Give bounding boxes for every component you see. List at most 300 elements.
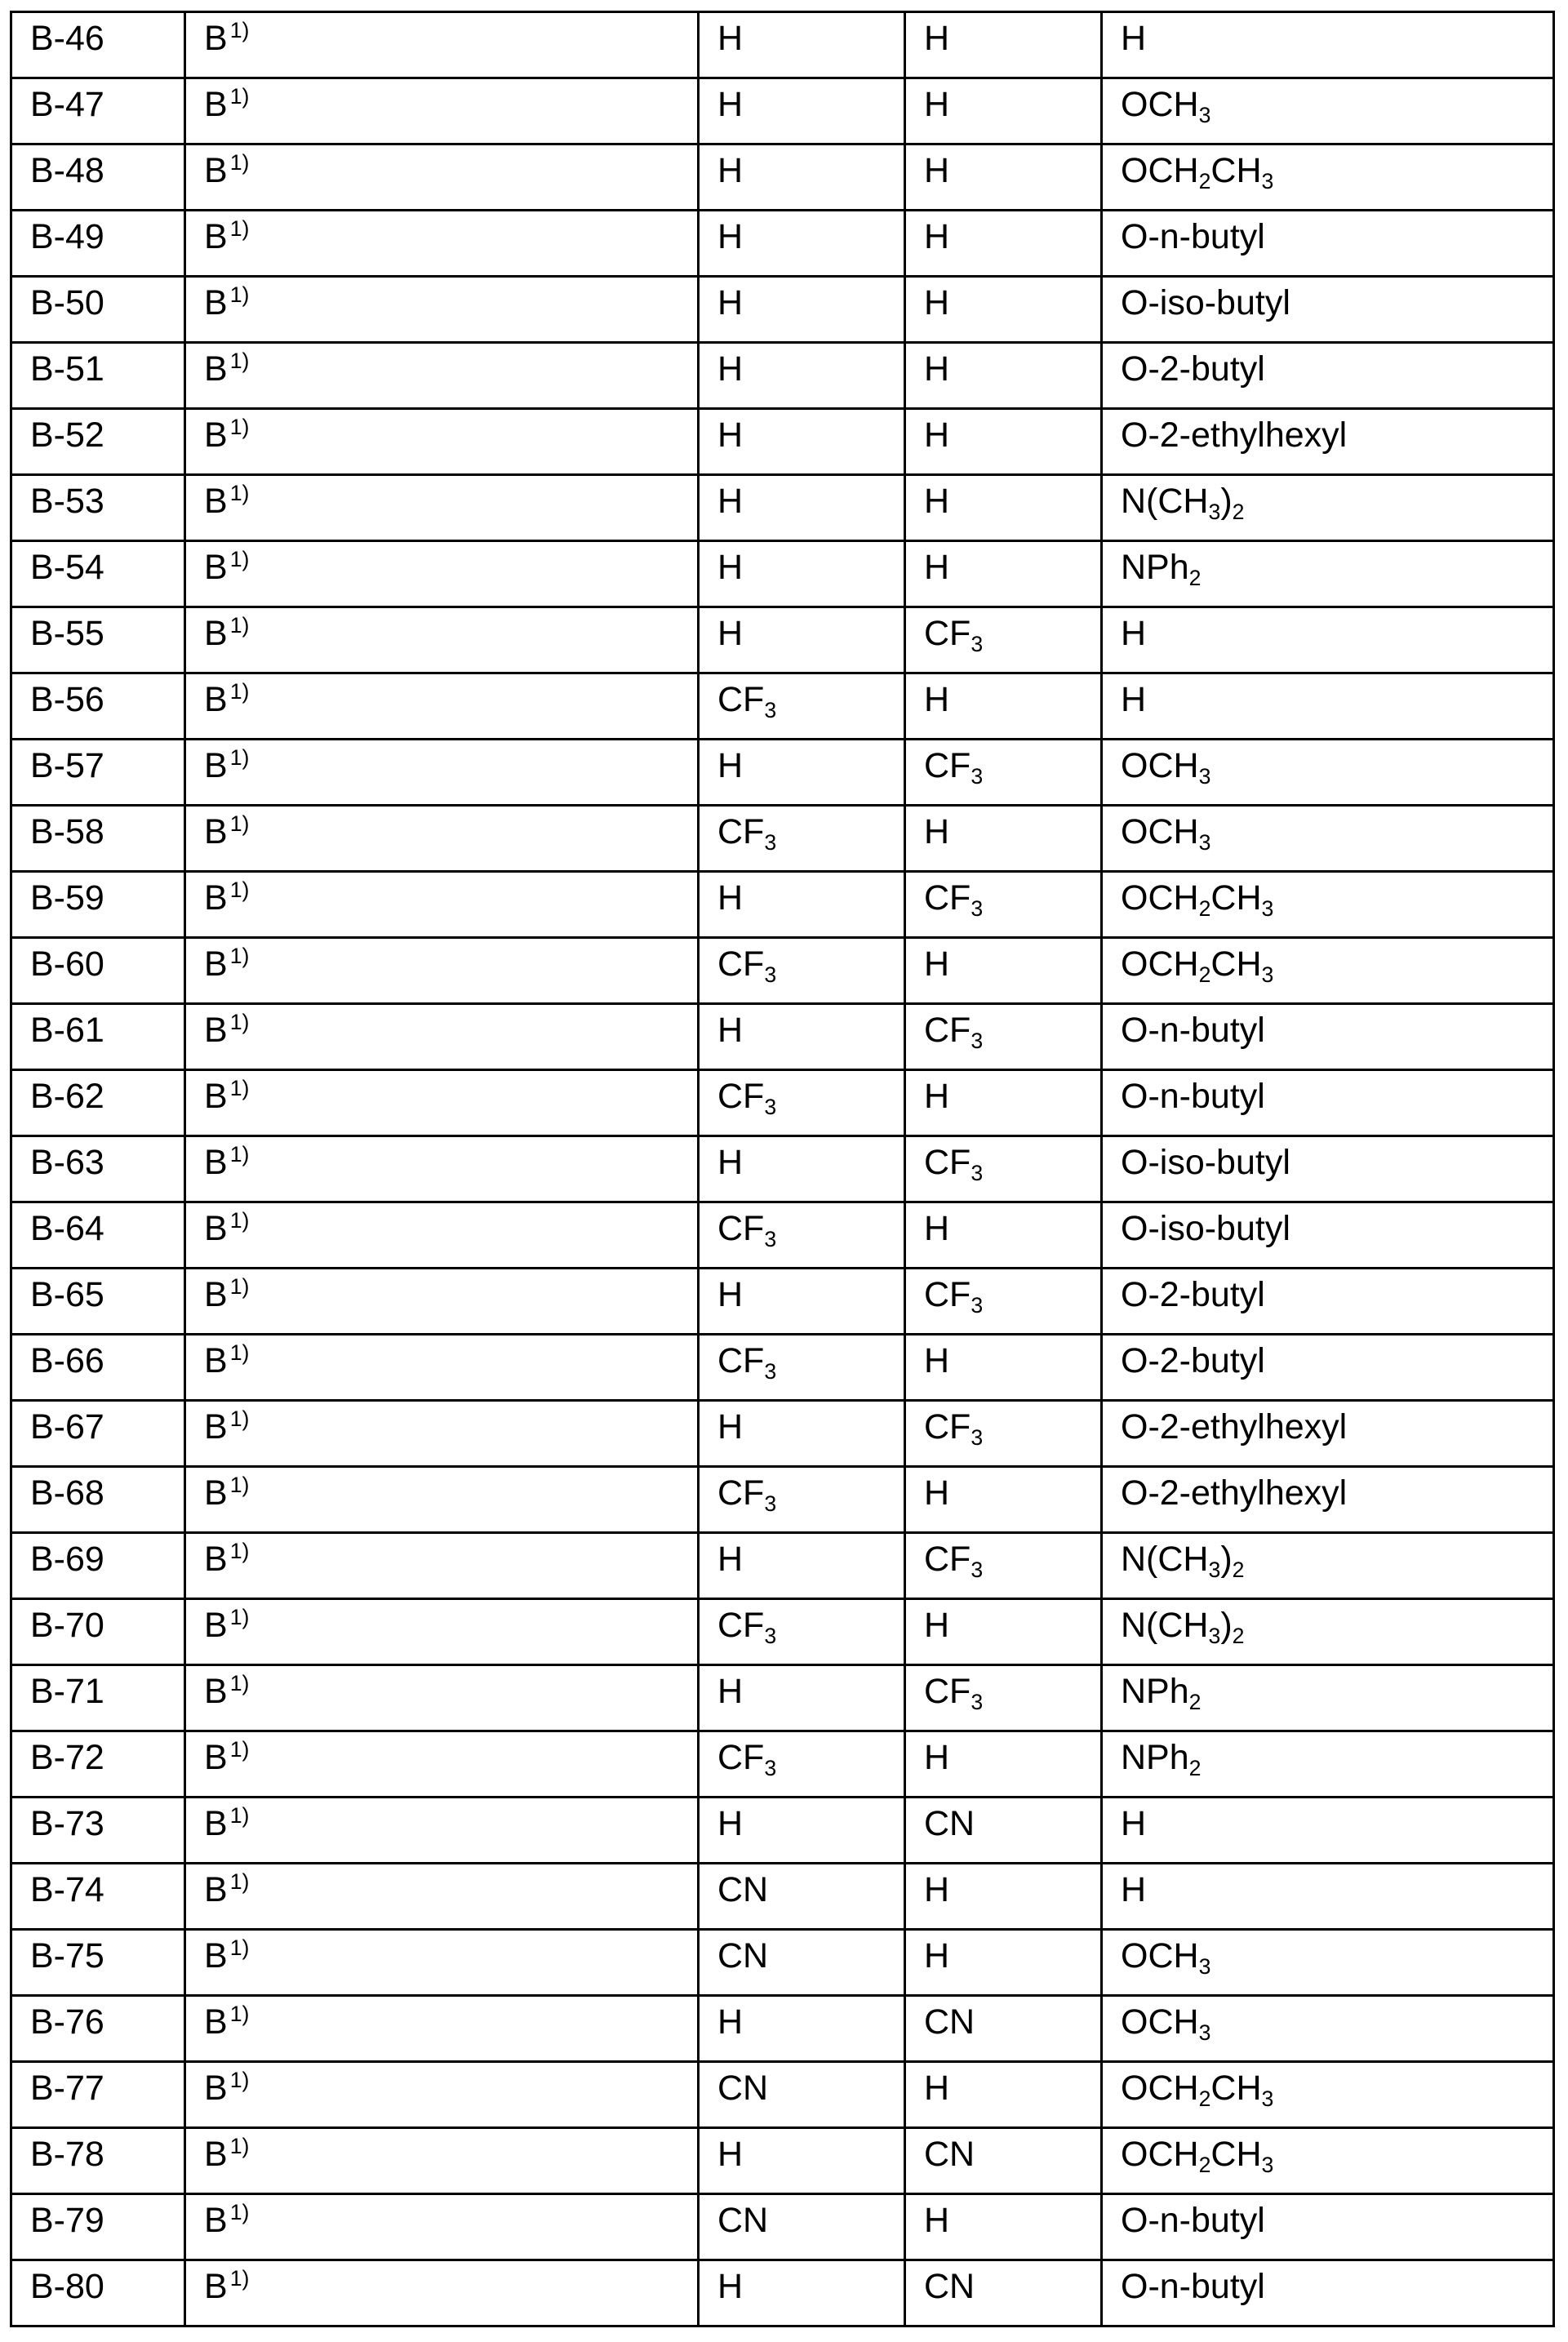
b-cell	[185, 607, 699, 673]
r3-value: NPh$_2$	[1121, 548, 1202, 590]
r3-value: H	[1121, 614, 1147, 653]
compound-id: B-51	[30, 349, 104, 389]
r3-cell	[1102, 144, 1554, 211]
r1-value: H	[717, 2267, 744, 2306]
r3-cell	[1102, 1798, 1554, 1864]
r2-cell	[905, 144, 1102, 211]
b-value: B $^{1)}$	[204, 1340, 250, 1380]
compound-id-cell	[11, 211, 185, 277]
r1-cell	[699, 1930, 905, 1996]
compound-id-cell	[11, 872, 185, 938]
b-value: B $^{1)}$	[204, 1803, 250, 1843]
footnote-marker: 1)	[229, 1010, 250, 1035]
table-row	[11, 1798, 1554, 1864]
table-row	[11, 2194, 1554, 2260]
compound-id-cell	[11, 2194, 185, 2260]
compound-id: B-47	[30, 85, 104, 124]
r1-cell	[699, 1335, 905, 1401]
compound-id-cell	[11, 740, 185, 806]
r2-value: H	[924, 1936, 950, 1975]
r3-cell	[1102, 1996, 1554, 2062]
b-cell	[185, 1467, 699, 1533]
r1-value: H	[717, 548, 744, 587]
r1-value: H	[717, 1804, 744, 1843]
b-cell	[185, 1930, 699, 1996]
r3-value: $N(CH_3)_2$	[1121, 1540, 1245, 1582]
compound-id: B-74	[30, 1870, 104, 1909]
compound-id: B-72	[30, 1738, 104, 1777]
table-row	[11, 1136, 1554, 1202]
b-value: B $^{1)}$	[204, 1142, 250, 1182]
r1-cell	[699, 806, 905, 872]
table-row	[11, 277, 1554, 343]
r1-value: H	[717, 2135, 744, 2174]
footnote-marker: 1)	[229, 613, 250, 638]
b-value: B $^{1)}$	[204, 18, 250, 58]
footnote-marker: 1)	[229, 150, 250, 176]
b-value: B $^{1)}$	[204, 415, 250, 455]
r3-cell	[1102, 1731, 1554, 1798]
footnote-marker: 1)	[229, 1671, 250, 1696]
footnote-marker: 1)	[229, 2002, 250, 2027]
r1-cell	[699, 2062, 905, 2128]
r1-cell	[699, 740, 905, 806]
footnote-marker: 1)	[229, 415, 250, 440]
r1-value: $CF_3$	[717, 1341, 777, 1384]
footnote-marker: 1)	[229, 2068, 250, 2093]
compound-id: B-69	[30, 1540, 104, 1579]
footnote-marker: 1)	[229, 349, 250, 374]
r2-value: H	[924, 482, 950, 521]
b-value: B $^{1)}$	[204, 745, 250, 785]
compound-id-cell	[11, 806, 185, 872]
compound-id-cell	[11, 1202, 185, 1269]
r2-value: $CF_3$	[924, 1143, 984, 1185]
compound-id: B-59	[30, 878, 104, 918]
r2-cell	[905, 607, 1102, 673]
footnote-marker: 1)	[229, 1869, 250, 1895]
r2-value: CN	[924, 2002, 975, 2042]
r3-value: $OCH_2CH_3$	[1121, 151, 1274, 193]
r2-value: $CF_3$	[924, 1407, 984, 1450]
compound-id: B-57	[30, 746, 104, 785]
r2-cell	[905, 1004, 1102, 1070]
b-value: B $^{1)}$	[204, 216, 250, 256]
r2-cell	[905, 1335, 1102, 1401]
compound-id: B-76	[30, 2002, 104, 2042]
r2-value: H	[924, 944, 950, 984]
b-value: B $^{1)}$	[204, 2068, 250, 2108]
compound-id: B-61	[30, 1011, 104, 1050]
r3-cell	[1102, 343, 1554, 409]
r3-cell	[1102, 1930, 1554, 1996]
compound-id-cell	[11, 673, 185, 740]
r1-value: $CF_3$	[717, 1738, 777, 1780]
r2-value: H	[924, 1870, 950, 1909]
r1-cell	[699, 1665, 905, 1731]
table-row	[11, 1004, 1554, 1070]
r2-value: H	[924, 349, 950, 389]
r3-value: O-n-butyl	[1121, 1077, 1265, 1116]
r1-value: CN	[717, 1870, 769, 1909]
r2-value: H	[924, 1209, 950, 1248]
r1-value: H	[717, 19, 744, 58]
r1-value: H	[717, 151, 744, 190]
b-value: B $^{1)}$	[204, 349, 250, 389]
r2-value: H	[924, 151, 950, 190]
r2-cell	[905, 277, 1102, 343]
r2-cell	[905, 1665, 1102, 1731]
compound-id: B-46	[30, 19, 104, 58]
compound-id-cell	[11, 1269, 185, 1335]
footnote-marker: 1)	[229, 944, 250, 969]
compound-id: B-78	[30, 2135, 104, 2174]
r3-value: O-2-ethylhexyl	[1121, 416, 1348, 455]
r1-value: H	[717, 878, 744, 918]
compound-id-cell	[11, 2260, 185, 2326]
footnote-marker: 1)	[229, 1142, 250, 1167]
b-cell	[185, 938, 699, 1004]
footnote-marker: 1)	[229, 1803, 250, 1829]
footnote-marker: 1)	[229, 2134, 250, 2159]
r2-value: H	[924, 283, 950, 322]
footnote-marker: 1)	[229, 745, 250, 771]
r3-value: $OCH_2CH_3$	[1121, 878, 1274, 921]
compound-id-cell	[11, 2062, 185, 2128]
compound-id: B-79	[30, 2201, 104, 2240]
r1-value: H	[717, 416, 744, 455]
r3-cell	[1102, 541, 1554, 607]
r3-cell	[1102, 12, 1554, 78]
r1-value: $CF_3$	[717, 1473, 777, 1516]
footnote-marker: 1)	[229, 2266, 250, 2291]
table-row	[11, 211, 1554, 277]
compound-id-cell	[11, 2128, 185, 2194]
compound-id: B-71	[30, 1672, 104, 1711]
r3-cell	[1102, 1335, 1554, 1401]
compound-id: B-70	[30, 1606, 104, 1645]
r1-cell	[699, 1070, 905, 1136]
r1-value: $CF_3$	[717, 680, 777, 722]
r1-value: H	[717, 1540, 744, 1579]
compound-id-cell	[11, 78, 185, 144]
r2-cell	[905, 2128, 1102, 2194]
table-row	[11, 1335, 1554, 1401]
r1-cell	[699, 409, 905, 475]
b-cell	[185, 673, 699, 740]
compound-id-cell	[11, 144, 185, 211]
r3-cell	[1102, 607, 1554, 673]
b-cell	[185, 343, 699, 409]
b-cell	[185, 1136, 699, 1202]
b-value: B $^{1)}$	[204, 1539, 250, 1579]
r3-value: $OCH_3$	[1121, 85, 1211, 127]
b-value: B $^{1)}$	[204, 613, 250, 653]
b-cell	[185, 144, 699, 211]
r3-cell	[1102, 1599, 1554, 1665]
compound-id: B-67	[30, 1407, 104, 1447]
r3-cell	[1102, 2194, 1554, 2260]
r3-cell	[1102, 1864, 1554, 1930]
b-cell	[185, 409, 699, 475]
b-cell	[185, 211, 699, 277]
compound-id-cell	[11, 475, 185, 541]
b-cell	[185, 2194, 699, 2260]
table-row	[11, 1269, 1554, 1335]
r1-cell	[699, 1731, 905, 1798]
compound-id: B-48	[30, 151, 104, 190]
r3-cell	[1102, 1533, 1554, 1599]
compound-id-cell	[11, 1467, 185, 1533]
r1-cell	[699, 673, 905, 740]
r3-value: $N(CH_3)_2$	[1121, 1606, 1245, 1648]
table-row	[11, 1864, 1554, 1930]
compound-id: B-64	[30, 1209, 104, 1248]
b-cell	[185, 1401, 699, 1467]
r1-value: H	[717, 1275, 744, 1314]
r3-value: O-iso-butyl	[1121, 1143, 1290, 1182]
r3-value: O-n-butyl	[1121, 1011, 1265, 1050]
b-cell	[185, 1202, 699, 1269]
r2-value: H	[924, 1606, 950, 1645]
b-value: B $^{1)}$	[204, 282, 250, 322]
r3-value: $N(CH_3)_2$	[1121, 482, 1245, 524]
compound-id: B-55	[30, 614, 104, 653]
r3-value: O-n-butyl	[1121, 217, 1265, 256]
b-cell	[185, 1798, 699, 1864]
r2-value: $CF_3$	[924, 1540, 984, 1582]
r2-value: H	[924, 1738, 950, 1777]
r2-cell	[905, 806, 1102, 872]
b-cell	[185, 475, 699, 541]
table-row	[11, 1665, 1554, 1731]
compound-id: B-50	[30, 283, 104, 322]
r1-value: $CF_3$	[717, 1077, 777, 1119]
compound-id: B-56	[30, 680, 104, 719]
r1-cell	[699, 2260, 905, 2326]
r3-cell	[1102, 1136, 1554, 1202]
r2-value: $CF_3$	[924, 746, 984, 789]
r1-value: H	[717, 2002, 744, 2042]
compound-id: B-75	[30, 1936, 104, 1975]
r1-cell	[699, 78, 905, 144]
r1-value: H	[717, 614, 744, 653]
table-row	[11, 144, 1554, 211]
compound-id: B-60	[30, 944, 104, 984]
r3-value: NPh$_2$	[1121, 1672, 1202, 1714]
b-cell	[185, 1004, 699, 1070]
r2-cell	[905, 1930, 1102, 1996]
r3-cell	[1102, 673, 1554, 740]
r2-value: CN	[924, 2135, 975, 2174]
r3-cell	[1102, 2260, 1554, 2326]
r3-cell	[1102, 277, 1554, 343]
r2-cell	[905, 541, 1102, 607]
compound-id-cell	[11, 1533, 185, 1599]
b-cell	[185, 12, 699, 78]
r2-cell	[905, 872, 1102, 938]
compound-id: B-66	[30, 1341, 104, 1380]
r3-value: H	[1121, 1804, 1147, 1843]
b-value: B $^{1)}$	[204, 944, 250, 984]
r3-cell	[1102, 78, 1554, 144]
compound-id: B-58	[30, 812, 104, 851]
b-value: B $^{1)}$	[204, 2134, 250, 2174]
r3-cell	[1102, 2062, 1554, 2128]
r1-cell	[699, 1798, 905, 1864]
table-row	[11, 673, 1554, 740]
r1-value: H	[717, 1143, 744, 1182]
r1-value: CN	[717, 2201, 769, 2240]
r3-value: O-2-butyl	[1121, 1275, 1265, 1314]
b-cell	[185, 78, 699, 144]
r2-value: CN	[924, 1804, 975, 1843]
footnote-marker: 1)	[229, 18, 250, 43]
r2-cell	[905, 1202, 1102, 1269]
r1-cell	[699, 1599, 905, 1665]
r1-cell	[699, 277, 905, 343]
b-cell	[185, 740, 699, 806]
compound-id-cell	[11, 343, 185, 409]
b-value: B $^{1)}$	[204, 150, 250, 190]
compound-id-cell	[11, 938, 185, 1004]
b-value: B $^{1)}$	[204, 1473, 250, 1513]
r3-value: O-2-ethylhexyl	[1121, 1473, 1348, 1513]
b-value: B $^{1)}$	[204, 547, 250, 587]
b-cell	[185, 277, 699, 343]
compound-id-cell	[11, 1136, 185, 1202]
r2-cell	[905, 1136, 1102, 1202]
compound-id: B-68	[30, 1473, 104, 1513]
table-row	[11, 607, 1554, 673]
compound-id-cell	[11, 1731, 185, 1798]
footnote-marker: 1)	[229, 1539, 250, 1564]
r2-cell	[905, 1798, 1102, 1864]
footnote-marker: 1)	[229, 1737, 250, 1762]
b-value: B $^{1)}$	[204, 84, 250, 124]
table-row	[11, 1533, 1554, 1599]
footnote-marker: 1)	[229, 878, 250, 903]
r1-value: $CF_3$	[717, 1209, 777, 1251]
compound-id-cell	[11, 1335, 185, 1401]
r2-value: H	[924, 1077, 950, 1116]
footnote-marker: 1)	[229, 1473, 250, 1498]
r3-cell	[1102, 2128, 1554, 2194]
table-row	[11, 409, 1554, 475]
r2-value: H	[924, 548, 950, 587]
r3-value: H	[1121, 19, 1147, 58]
r1-cell	[699, 12, 905, 78]
footnote-marker: 1)	[229, 84, 250, 109]
compound-id-cell	[11, 1401, 185, 1467]
r1-value: H	[717, 1407, 744, 1447]
r2-cell	[905, 1996, 1102, 2062]
r3-value: $OCH_2CH_3$	[1121, 944, 1274, 987]
r1-value: H	[717, 482, 744, 521]
compound-id: B-54	[30, 548, 104, 587]
b-cell	[185, 872, 699, 938]
r2-cell	[905, 740, 1102, 806]
compound-id-cell	[11, 1864, 185, 1930]
b-value: B $^{1)}$	[204, 1869, 250, 1909]
table-row	[11, 1467, 1554, 1533]
r1-cell	[699, 1004, 905, 1070]
b-value: B $^{1)}$	[204, 1605, 250, 1645]
compound-id-cell	[11, 1930, 185, 1996]
b-value: B $^{1)}$	[204, 1010, 250, 1050]
r2-value: H	[924, 2069, 950, 2108]
r1-cell	[699, 872, 905, 938]
r3-value: $OCH_3$	[1121, 812, 1211, 855]
table-row	[11, 1202, 1554, 1269]
r3-cell	[1102, 475, 1554, 541]
b-value: B $^{1)}$	[204, 2002, 250, 2042]
r1-cell	[699, 1996, 905, 2062]
r3-value: O-2-butyl	[1121, 1341, 1265, 1380]
footnote-marker: 1)	[229, 282, 250, 308]
r3-cell	[1102, 1467, 1554, 1533]
r3-value: O-iso-butyl	[1121, 1209, 1290, 1248]
r1-cell	[699, 1533, 905, 1599]
b-cell	[185, 1864, 699, 1930]
footnote-marker: 1)	[229, 1605, 250, 1630]
b-value: B $^{1)}$	[204, 1737, 250, 1777]
table-row	[11, 2260, 1554, 2326]
r3-cell	[1102, 409, 1554, 475]
r2-value: H	[924, 19, 950, 58]
compound-id: B-53	[30, 482, 104, 521]
r1-value: CN	[717, 2069, 769, 2108]
compound-id-cell	[11, 1004, 185, 1070]
r2-cell	[905, 1070, 1102, 1136]
r2-cell	[905, 2062, 1102, 2128]
r2-cell	[905, 1401, 1102, 1467]
footnote-marker: 1)	[229, 679, 250, 704]
r2-cell	[905, 673, 1102, 740]
b-value: B $^{1)}$	[204, 1935, 250, 1975]
r1-cell	[699, 1136, 905, 1202]
r2-cell	[905, 78, 1102, 144]
b-cell	[185, 806, 699, 872]
footnote-marker: 1)	[229, 1340, 250, 1366]
b-cell	[185, 2128, 699, 2194]
b-value: B $^{1)}$	[204, 2266, 250, 2306]
b-cell	[185, 541, 699, 607]
b-cell	[185, 1070, 699, 1136]
table-row	[11, 740, 1554, 806]
compound-id-cell	[11, 1798, 185, 1864]
r2-cell	[905, 1731, 1102, 1798]
b-value: B $^{1)}$	[204, 481, 250, 521]
table-row	[11, 2062, 1554, 2128]
r2-value: H	[924, 217, 950, 256]
b-cell	[185, 1665, 699, 1731]
r2-value: CN	[924, 2267, 975, 2306]
r2-cell	[905, 1269, 1102, 1335]
compound-table	[10, 11, 1555, 2327]
r3-cell	[1102, 1665, 1554, 1731]
compound-id-cell	[11, 12, 185, 78]
r2-cell	[905, 1599, 1102, 1665]
compound-id: B-63	[30, 1143, 104, 1182]
r3-value: O-2-butyl	[1121, 349, 1265, 389]
compound-id-cell	[11, 541, 185, 607]
footnote-marker: 1)	[229, 1208, 250, 1233]
r2-value: $CF_3$	[924, 1275, 984, 1318]
r2-value: H	[924, 2201, 950, 2240]
r3-value: O-2-ethylhexyl	[1121, 1407, 1348, 1447]
r3-value: H	[1121, 1870, 1147, 1909]
